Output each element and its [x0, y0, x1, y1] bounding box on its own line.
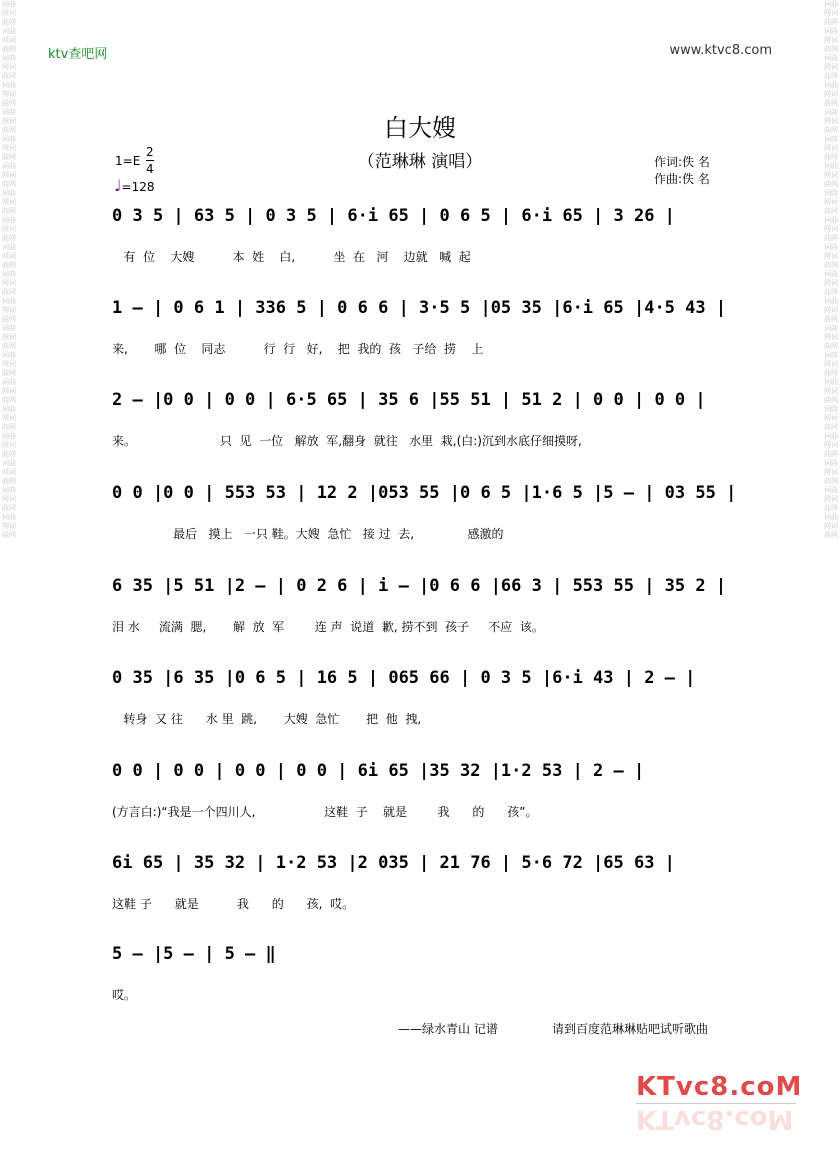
ktvc8-logo-reflection: KTvc8.coM — [636, 1104, 794, 1134]
notation-line: 0 35 |6 35 |0 6 5 | 16 5 | 065 66 | 0 3 5 |6·i 43 | 2 – | — [112, 668, 696, 688]
lyric-line: 转身 又 往 水 里 跳, 大嫂 急忙 把 他 拽, — [112, 712, 422, 726]
lyric-line: 哎。 — [112, 988, 137, 1002]
notation-line: 5 – |5 – | 5 – ‖ — [112, 944, 276, 964]
lyricist-credit: 作词:佚 名 — [654, 155, 710, 169]
side-watermark-right: 词曲网词曲网词曲网词曲网词曲网词曲网词曲网词曲网词曲网词曲网词曲网词曲网词曲网词曲网词曲网词曲网词曲网词曲网词曲网词曲网词曲网词曲网词曲网词曲网词曲网词曲网词曲网词曲网词曲网词曲网词曲网词曲网词曲网词曲网词曲网词曲网词曲网词曲网词曲网词曲网 — [824, 0, 838, 539]
notation-line: 0 0 |0 0 | 553 53 | 12 2 |053 55 |0 6 5 |1·6 5 |5 – | 03 55 | — [112, 483, 737, 503]
tempo-value: =128 — [121, 180, 155, 194]
lyric-line: 泪 水 流满 腮, 解 放 军 连 声 说道 歉, 捞不到 孩子 不应 该。 — [112, 620, 544, 634]
notation-line: 6i 65 | 35 32 | 1·2 53 |2 035 | 21 76 | 5·6 72 |65 63 | — [112, 853, 675, 873]
side-watermark-left: 词曲网词曲网词曲网词曲网词曲网词曲网词曲网词曲网词曲网词曲网词曲网词曲网词曲网词曲网词曲网词曲网词曲网词曲网词曲网词曲网词曲网词曲网词曲网词曲网词曲网词曲网词曲网词曲网词曲网词曲网词曲网词曲网词曲网词曲网词曲网词曲网词曲网词曲网词曲网词曲网 — [2, 0, 16, 539]
lyric-line: 来, 哪 位 同志 行 行 好, 把 我的 孩 子给 捞 上 — [112, 342, 484, 356]
time-sig-bottom: 4 — [146, 162, 154, 176]
singer-line: （范琳琳 演唱） — [357, 152, 483, 172]
lyric-line: 这鞋 子 就是 我 的 孩, 哎。 — [112, 897, 355, 911]
site-name-left: ktv查吧网 — [48, 47, 108, 62]
time-sig-top: 2 — [146, 145, 154, 159]
notation-line: 0 3 5 | 63 5 | 0 3 5 | 6·i 65 | 0 6 5 | 6·i 65 | 3 26 | — [112, 206, 675, 226]
lyric-line: 有 位 大嫂 本 姓 白, 坐 在 河 边就 喊 起 — [112, 250, 471, 264]
composer-credit: 作曲:佚 名 — [654, 172, 710, 186]
site-url-right: www.ktvc8.com — [669, 43, 772, 58]
recorder-credit: ——绿水青山 记谱 — [398, 1022, 498, 1036]
listen-note: 请到百度范琳琳贴吧试听歌曲 — [552, 1022, 709, 1036]
lyric-line: (方言白:)“我是一个四川人, 这鞋 子 就是 我 的 孩”。 — [112, 805, 538, 819]
notation-line: 1 – | 0 6 1 | 336 5 | 0 6 6 | 3·5 5 |05 35 |6·i 65 |4·5 43 | — [112, 298, 727, 318]
lyric-line: 来。 只 见 一位 解放 军,翻身 就往 水里 栽,(白:)沉到水底仔细摸呀, — [112, 434, 582, 448]
notation-line: 2 – |0 0 | 0 0 | 6·5 65 | 35 6 |55 51 | 51 2 | 0 0 | 0 0 | — [112, 390, 706, 410]
ktvc8-logo: KTvc8.coM — [636, 1072, 803, 1102]
lyric-line: 最后 摸上 一只 鞋。大嫂 急忙 接 过 去, 感激的 — [112, 527, 504, 541]
time-signature — [146, 144, 154, 177]
notation-line: 6 35 |5 51 |2 – | 0 2 6 | i – |0 6 6 |66 3 | 553 55 | 35 2 | — [112, 576, 727, 596]
song-title: 白大嫂 — [384, 114, 456, 142]
key-signature: 1=E — [115, 154, 141, 168]
tempo-mark — [114, 176, 155, 195]
notation-line: 0 0 | 0 0 | 0 0 | 0 0 | 6i 65 |35 32 |1·2 53 | 2 – | — [112, 761, 645, 781]
quarter-note-icon: ♩ — [114, 176, 122, 195]
